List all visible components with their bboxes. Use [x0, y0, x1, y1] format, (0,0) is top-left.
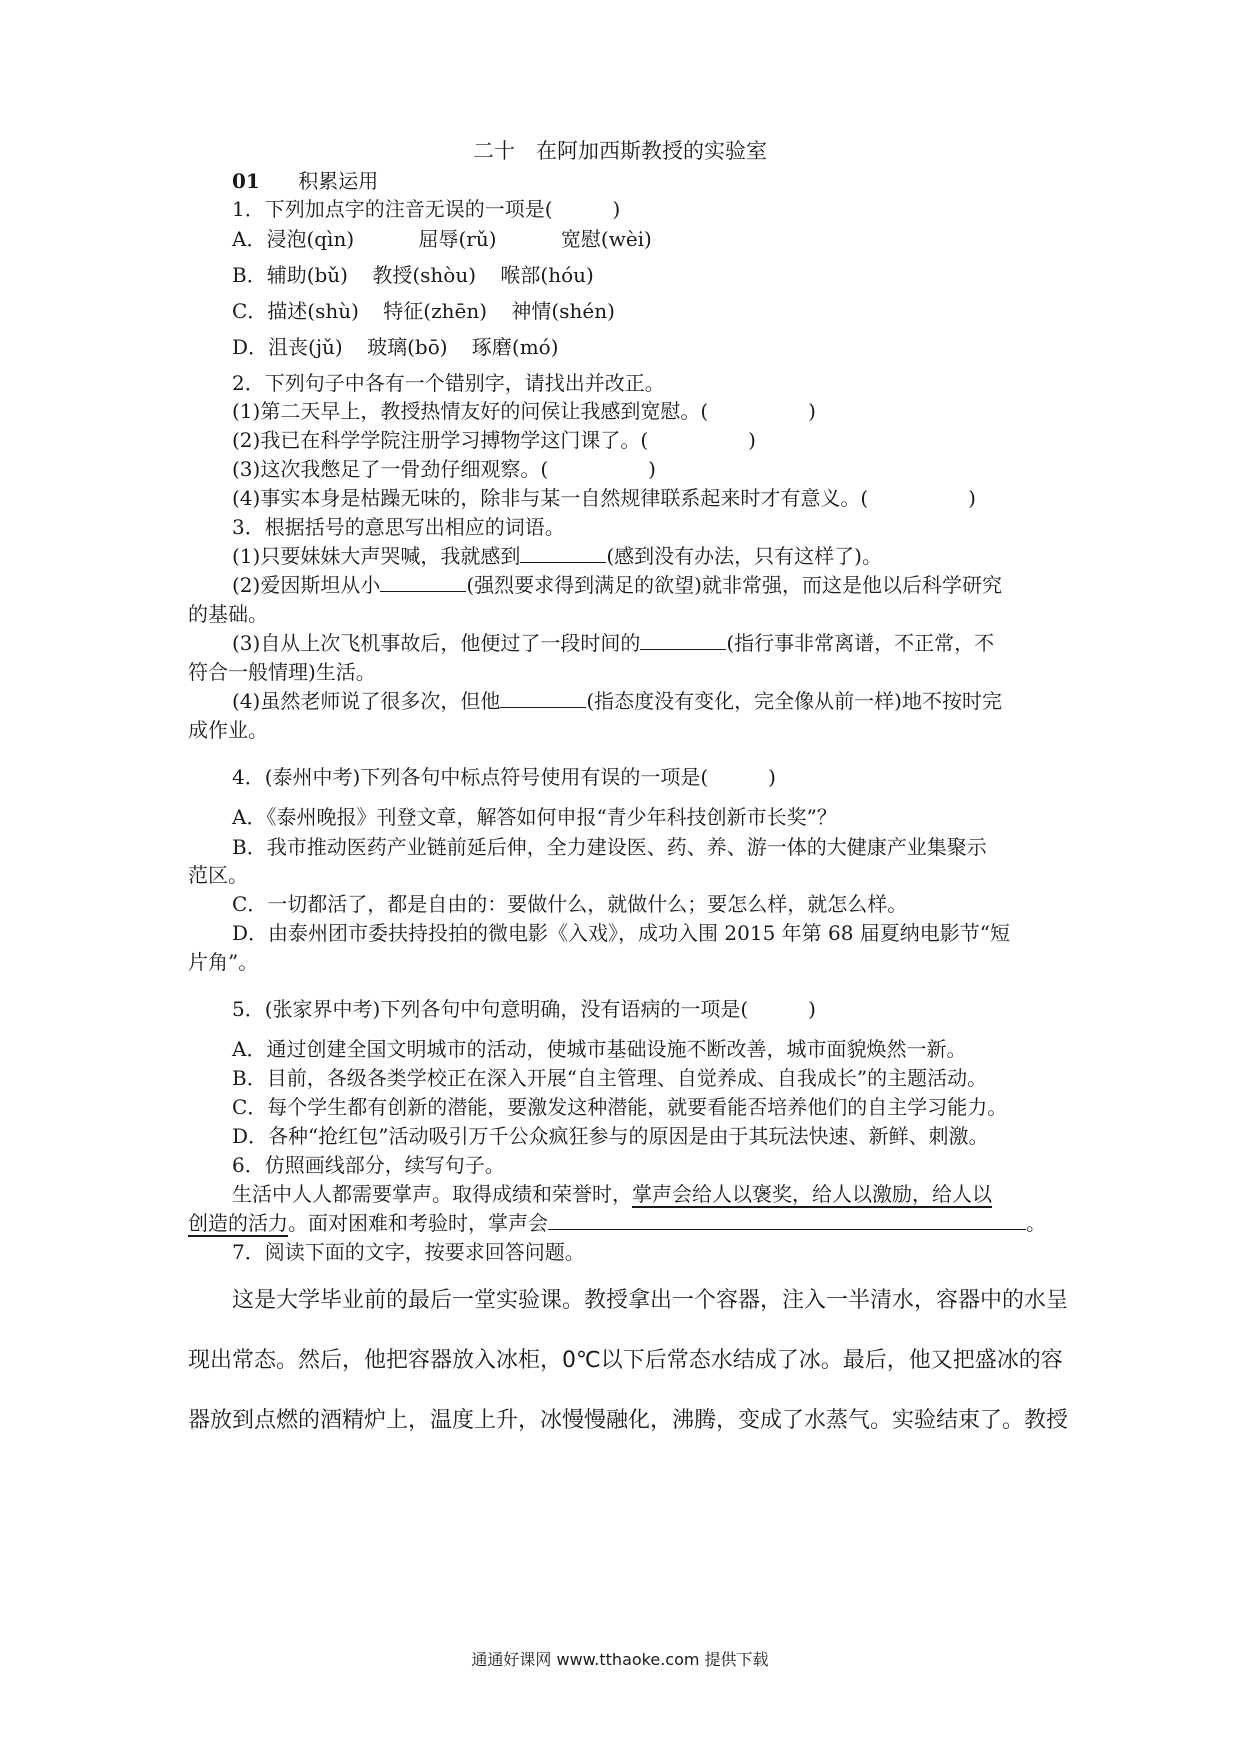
q1-option-c: [232, 298, 649, 324]
q4-option-d: D．由泰州团市委扶持投拍的微电影《入戏》，成功入围 2015 年第 68 届夏纳电影节“短: [232, 921, 1011, 945]
q7-stem: 7．阅读下面的文字，按要求回答问题。: [232, 1240, 585, 1264]
q3-sentence-3-cont: 符合一般情理)生活。: [188, 660, 376, 684]
q1-stem: 1．下列加点字的注音无误的一项是( ): [232, 197, 621, 221]
q5-option-c: C．每个学生都有创新的潜能，要激发这种潜能，就要看能否培养他们的自主学习能力。: [232, 1095, 1008, 1119]
q6-line-2: [188, 1210, 1046, 1236]
q3-s2-hint: (强烈要求得到满足的欲望)就非常强，而这是他以后科学研究: [466, 573, 1002, 597]
q3-s1-text: (1)只要妹妹大声哭喊，我就感到: [232, 544, 521, 568]
q1-a-3: 宽慰(wèi): [560, 227, 652, 251]
q3-s3-text: (3)自从上次飞机事故后，他便过了一段时间的: [232, 631, 641, 655]
q4-option-b: B．我市推动医药产业链前延后伸，全力建设医、药、养、游一体的大健康产业集聚示: [232, 835, 987, 859]
q3-sentence-2: [232, 572, 1002, 598]
q5-stem: 5．(张家界中考)下列各句中句意明确，没有语病的一项是( ): [232, 997, 816, 1021]
section-header: [232, 168, 378, 194]
q1-option-a: [232, 226, 686, 252]
q2-sentence-2: (2)我已在科学学院注册学习搏物学这门课了。( ): [232, 428, 756, 452]
q5-option-d: D．各种“抢红包”活动吸引万千公众疯狂参与的原因是由于其玩法快速、新鲜、刺激。: [232, 1124, 989, 1148]
q1-b-3: 喉部(hóu): [500, 263, 594, 287]
q1-option-d: [232, 334, 593, 360]
q1-option-b: [232, 262, 628, 288]
q3-s1-hint: (感到没有办法，只有这样了)。: [606, 544, 882, 568]
q3-sentence-1: [232, 543, 882, 569]
q3-sentence-3: [232, 630, 994, 656]
q3-s4-hint: (指态度没有变化，完全像从前一样)地不按时完: [586, 689, 1002, 713]
q5-option-b: B．目前，各级各类学校正在深入开展“自主管理、自觉养成、自我成长”的主题活动。: [232, 1066, 988, 1090]
q6-stem: 6．仿照画线部分，续写句子。: [232, 1153, 505, 1177]
q6-answer-blank: [548, 1211, 1026, 1230]
q1-d-3: 琢磨(mó): [471, 335, 559, 359]
q1-b-1: B．辅助(bǔ): [232, 263, 348, 287]
q3-s2-blank: [380, 573, 466, 592]
q1-a-2: 屈辱(rǔ): [418, 227, 497, 251]
q3-s2-text: (2)爱因斯坦从小: [232, 573, 381, 597]
q4-option-b-cont: 范区。: [188, 863, 248, 887]
q3-sentence-4-cont: 成作业。: [188, 718, 268, 742]
q6-l2-text: 。面对困难和考验时，掌声会: [288, 1211, 548, 1235]
q6-l1-underlined: 掌声会给人以褒奖，给人以激励，给人以: [632, 1182, 992, 1206]
q6-l2-end: 。: [1026, 1211, 1046, 1235]
q7-passage-line-1: 这是大学毕业前的最后一堂实验课。教授拿出一个容器，注入一半清水，容器中的水呈: [232, 1288, 1069, 1313]
page-title: 二十 在阿加西斯教授的实验室: [473, 139, 767, 163]
q3-s3-hint: (指行事非常离谱，不正常，不: [726, 631, 995, 655]
q2-sentence-4: (4)事实本身是枯躁无味的，除非与某一自然规律联系起来时才有意义。( ): [232, 486, 976, 510]
q4-option-d-cont: 片角”。: [188, 950, 259, 974]
q2-sentence-3: (3)这次我憋足了一骨劲仔细观察。( ): [232, 457, 656, 481]
q6-line-1: [232, 1181, 992, 1207]
q3-s3-blank: [640, 631, 726, 650]
q4-stem: 4．(泰州中考)下列各句中标点符号使用有误的一项是( ): [232, 765, 776, 789]
q6-l1-text: 生活中人人都需要掌声。取得成绩和荣誉时，: [232, 1182, 632, 1206]
q2-stem: 2．下列句子中各有一个错别字，请找出并改正。: [232, 371, 665, 395]
q7-passage-line-3: 器放到点燃的酒精炉上，温度上升，冰慢慢融化，沸腾，变成了水蒸气。实验结束了。教授: [188, 1408, 1069, 1433]
q4-option-a: A．《泰州晚报》刊登文章，解答如何申报“青少年科技创新市长奖”？: [232, 805, 837, 829]
q3-sentence-2-cont: 的基础。: [188, 602, 268, 626]
q3-sentence-4: [232, 688, 1002, 714]
section-label: 积累运用: [298, 169, 379, 193]
q6-l2-underlined: 创造的活力: [188, 1211, 288, 1235]
q3-stem: 3．根据括号的意思写出相应的词语。: [232, 515, 565, 539]
q1-c-3: 神情(shén): [511, 299, 615, 323]
q2-sentence-1: (1)第二天早上，教授热情友好的问侯让我感到宽慰。( ): [232, 399, 816, 423]
q1-d-2: 玻璃(bō): [367, 335, 448, 359]
q1-a-1: A．浸泡(qìn): [232, 227, 355, 251]
section-number: 01: [232, 169, 260, 193]
q1-d-1: D．沮丧(jǔ): [232, 335, 343, 359]
q3-s4-text: (4)虽然老师说了很多次，但他: [232, 689, 501, 713]
q7-passage-line-2: 现出常态。然后，他把容器放入冰柜，0℃以下后常态水结成了冰。最后，他又把盛冰的容: [188, 1348, 1063, 1373]
q5-option-a: A．通过创建全国文明城市的活动，使城市基础设施不断改善，城市面貌焕然一新。: [232, 1037, 967, 1061]
q4-option-c: C．一切都活了，都是自由的：要做什么，就做什么；要怎么样，就怎么样。: [232, 892, 908, 916]
q1-b-2: 教授(shòu): [372, 263, 477, 287]
page-footer: 通通好课网 www.tthaoke.com 提供下载: [471, 1650, 769, 1669]
q1-c-2: 特征(zhēn): [383, 299, 488, 323]
q3-s4-blank: [500, 689, 586, 708]
q3-s1-blank: [520, 544, 606, 563]
q1-c-1: C．描述(shù): [232, 299, 359, 323]
